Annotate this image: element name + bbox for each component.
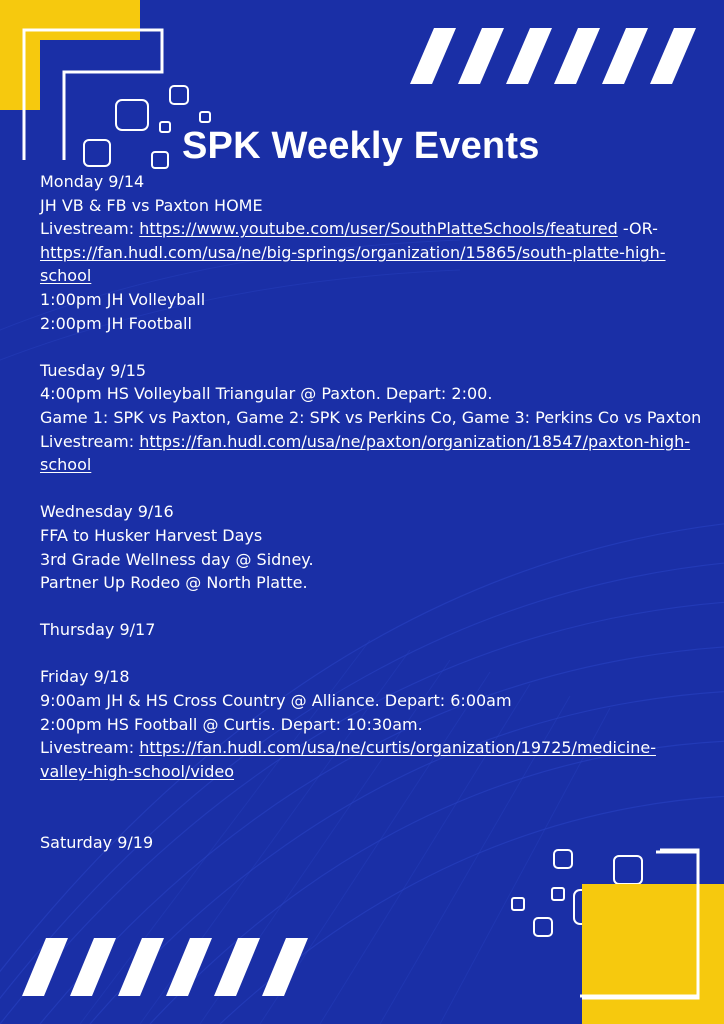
livestream-line <box>40 430 712 454</box>
or-text: -OR- <box>617 219 658 239</box>
event-line: Game 1: SPK vs Paxton, Game 2: SPK vs Perkins Co, Game 3: Perkins Co vs Paxton <box>40 407 702 427</box>
stripes-decoration-top <box>410 28 706 86</box>
hudl-livestream-link-part2[interactable]: valley-high-school/video <box>40 761 235 781</box>
event-line: 1:00pm JH Volleyball <box>40 289 206 309</box>
day-heading: Friday 9/18 <box>40 667 130 687</box>
bottom-right-frame-decoration <box>560 848 724 1024</box>
day-thursday <box>40 618 712 642</box>
spacer <box>40 783 712 830</box>
livestream-line-cont <box>40 760 712 784</box>
spacer <box>40 477 712 501</box>
day-saturday <box>40 831 712 855</box>
livestream-label: Livestream: <box>40 431 140 451</box>
hudl-livestream-link-part2[interactable]: school <box>40 266 92 286</box>
hudl-livestream-link-part1[interactable]: https://fan.hudl.com/usa/ne/paxton/organization/18547/paxton-high- <box>139 431 691 451</box>
event-line: 4:00pm HS Volleyball Triangular @ Paxton. Depart: 2:00. <box>40 384 493 404</box>
day-heading: Monday 9/14 <box>40 172 145 191</box>
event-line: 9:00am JH & HS Cross Country @ Alliance. Depart: 6:00am <box>40 691 512 711</box>
livestream-line-cont <box>40 264 712 288</box>
day-heading: Thursday 9/17 <box>40 620 156 640</box>
day-heading: Wednesday 9/16 <box>40 502 174 522</box>
event-line: Partner Up Rodeo @ North Platte. <box>40 573 308 593</box>
page-title: SPK Weekly Events <box>182 125 540 167</box>
livestream-line-cont <box>40 241 712 265</box>
livestream-label: Livestream: <box>40 219 140 239</box>
livestream-line-cont <box>40 453 712 477</box>
day-monday <box>40 170 712 335</box>
hudl-livestream-link-part1[interactable]: https://fan.hudl.com/usa/ne/big-springs/organization/15865/south-platte-high- <box>40 242 666 262</box>
hudl-livestream-link-part1[interactable]: https://fan.hudl.com/usa/ne/curtis/organization/19725/medicine- <box>139 738 656 758</box>
event-line: FFA to Husker Harvest Days <box>40 525 263 545</box>
livestream-line <box>40 217 712 241</box>
event-line: 3rd Grade Wellness day @ Sidney. <box>40 549 314 569</box>
spacer <box>40 335 712 359</box>
spacer <box>40 642 712 666</box>
livestream-line <box>40 736 712 760</box>
day-heading: Saturday 9/19 <box>40 832 154 852</box>
day-wednesday <box>40 500 712 594</box>
youtube-livestream-link[interactable]: https://www.youtube.com/user/SouthPlatteSchools/featured <box>139 219 618 239</box>
spacer <box>40 595 712 619</box>
livestream-label: Livestream: <box>40 738 140 758</box>
day-friday <box>40 665 712 783</box>
events-list <box>40 170 712 854</box>
day-heading: Tuesday 9/15 <box>40 360 147 380</box>
day-tuesday <box>40 359 712 477</box>
stripes-decoration-bottom <box>22 938 312 998</box>
event-line: 2:00pm JH Football <box>40 313 192 333</box>
event-line: JH VB & FB vs Paxton HOME <box>40 195 263 215</box>
hudl-livestream-link-part2[interactable]: school <box>40 455 92 475</box>
event-line: 2:00pm HS Football @ Curtis. Depart: 10:30am. <box>40 714 423 734</box>
